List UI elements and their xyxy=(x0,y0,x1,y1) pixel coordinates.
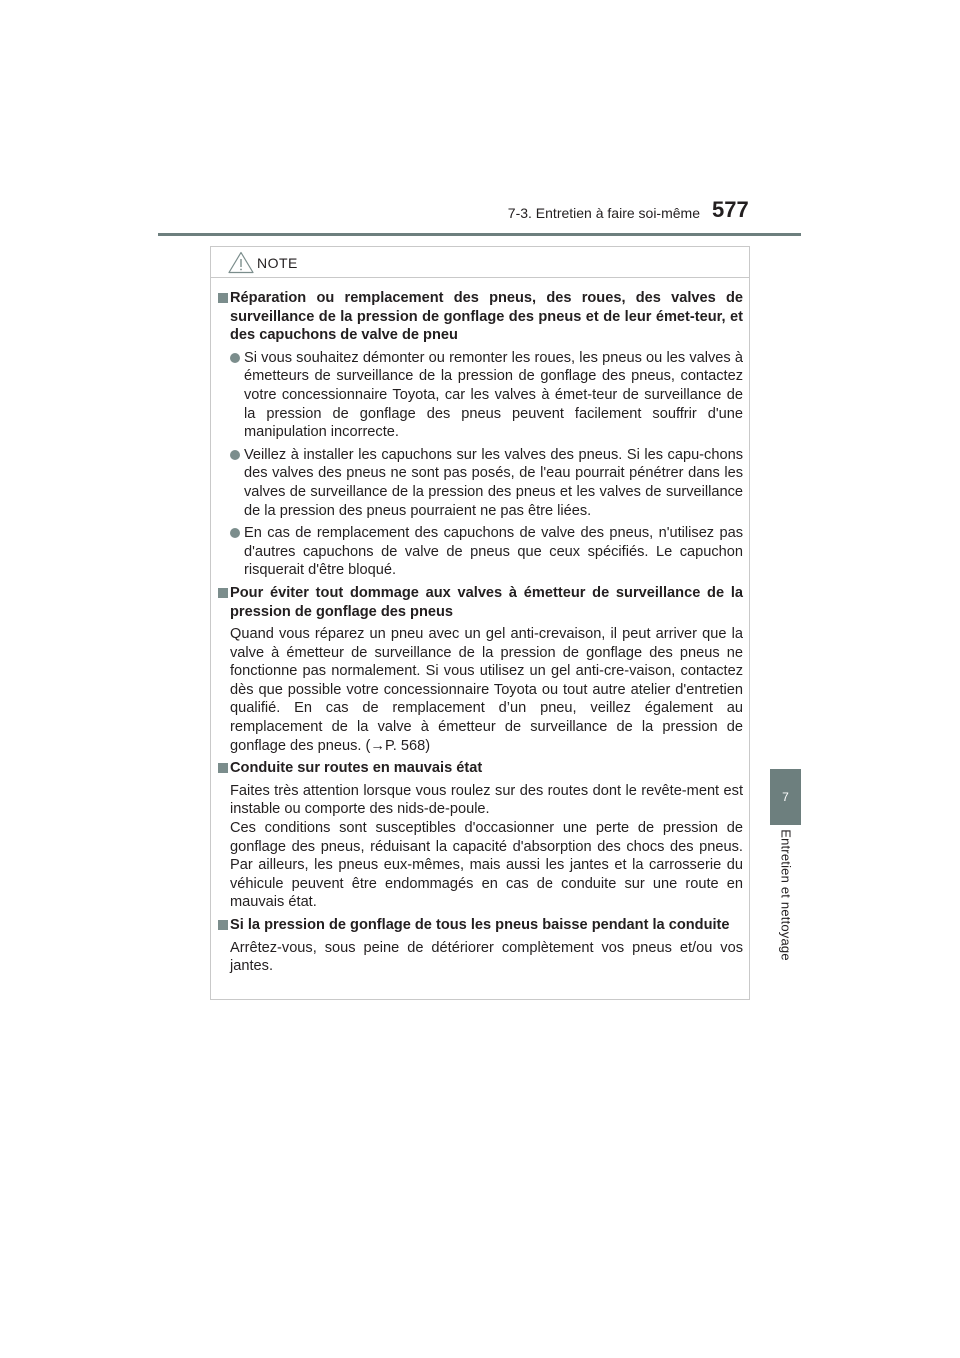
chapter-tab-number: 7 xyxy=(770,769,801,825)
list-item: En cas de remplacement des capuchons de valve des pneus, n'utilisez pas d'autres capuchons de valve de pneus que ceux spécifiés. Le capuchon risquerait d'être bloqué. xyxy=(230,524,743,580)
warning-triangle-icon xyxy=(228,251,254,274)
chapter-tab xyxy=(770,830,801,960)
paragraph: Ces conditions sont susceptibles d'occasionner une perte de pression de gonflage des pneus, réduisant la capacité d'absorption des chocs des pneus. Par ailleurs, les pneus eux-mêmes, mais aussi les jantes et la carrosserie du véhicule peuvent être endommagés en cas de conduite sur une route en mauvais état. xyxy=(230,820,743,911)
list-item: Veillez à installer les capuchons sur les valves des pneus. Si les capu-chons des valves des pneus ne sont pas posés, de l'eau pourrait pénétrer dans les valves de surveillance de la pression des pneus et les valves de surveillance de la pression des pneus pourraient ne pas être liées. xyxy=(230,446,743,520)
note-box xyxy=(210,246,750,1000)
note-section xyxy=(217,584,743,755)
square-bullet-icon xyxy=(218,293,228,303)
header-divider xyxy=(158,233,801,236)
section-heading: Conduite sur routes en mauvais état xyxy=(230,760,483,777)
page-number: 577 xyxy=(712,197,749,222)
note-header xyxy=(211,247,749,278)
chapter-tab-label: Entretien et nettoyage xyxy=(778,829,793,961)
square-bullet-icon xyxy=(218,763,228,773)
paragraph: Quand vous réparez un pneu avec un gel anti-crevaison, il peut arriver que la valve à émetteur de surveillance de la pression de gonflage des pneus ne fonctionne pas normalement. Si vous utilisez un gel anti-cre-vaison, contactez dès que possible votre concessionnaire Toyota ou tout autre atelier d'entretien qualifié. En cas de remplacement d’un pneu, veillez également au remplacement de la valve à émetteur de surveillance de la pression de gonflage des pneus. (→P. 568) xyxy=(230,626,743,754)
square-bullet-icon xyxy=(218,920,228,930)
section-heading: Si la pression de gonflage de tous les pneus baisse pendant la conduite xyxy=(230,917,730,933)
paragraph: Faites très attention lorsque vous roulez sur des routes dont le revête-ment est instable ou comporte des nids-de-poule. xyxy=(230,782,743,818)
round-bullet-icon xyxy=(230,450,240,460)
round-bullet-icon xyxy=(230,528,240,538)
list-item: Si vous souhaitez démonter ou remonter les roues, les pneus ou les valves à émetteurs de surveillance de la pression de gonflage des pneus, contactez votre concessionnaire Toyota, car les valves à émet-teur de surveillance de la pression de gonflage des pneus peuvent facilement souffrir d'une manipulation incorrecte. xyxy=(230,349,743,442)
note-section xyxy=(217,289,743,580)
note-content xyxy=(211,278,749,976)
section-title: 7-3. Entretien à faire soi-même xyxy=(507,205,700,221)
note-title: NOTE xyxy=(257,255,298,271)
section-heading: Pour éviter tout dommage aux valves à émetteur de surveillance de la pression de gonflage des pneus xyxy=(230,584,743,620)
round-bullet-icon xyxy=(230,353,240,363)
note-section xyxy=(217,759,743,912)
note-section xyxy=(217,916,743,976)
square-bullet-icon xyxy=(218,588,228,598)
section-heading: Réparation ou remplacement des pneus, des roues, des valves de surveillance de la pression de gonflage des pneus et de leur émet-teur, et des capuchons de valve de pneu xyxy=(230,290,743,344)
paragraph: Arrêtez-vous, sous peine de détériorer complètement vos pneus et/ou vos jantes. xyxy=(230,939,743,975)
